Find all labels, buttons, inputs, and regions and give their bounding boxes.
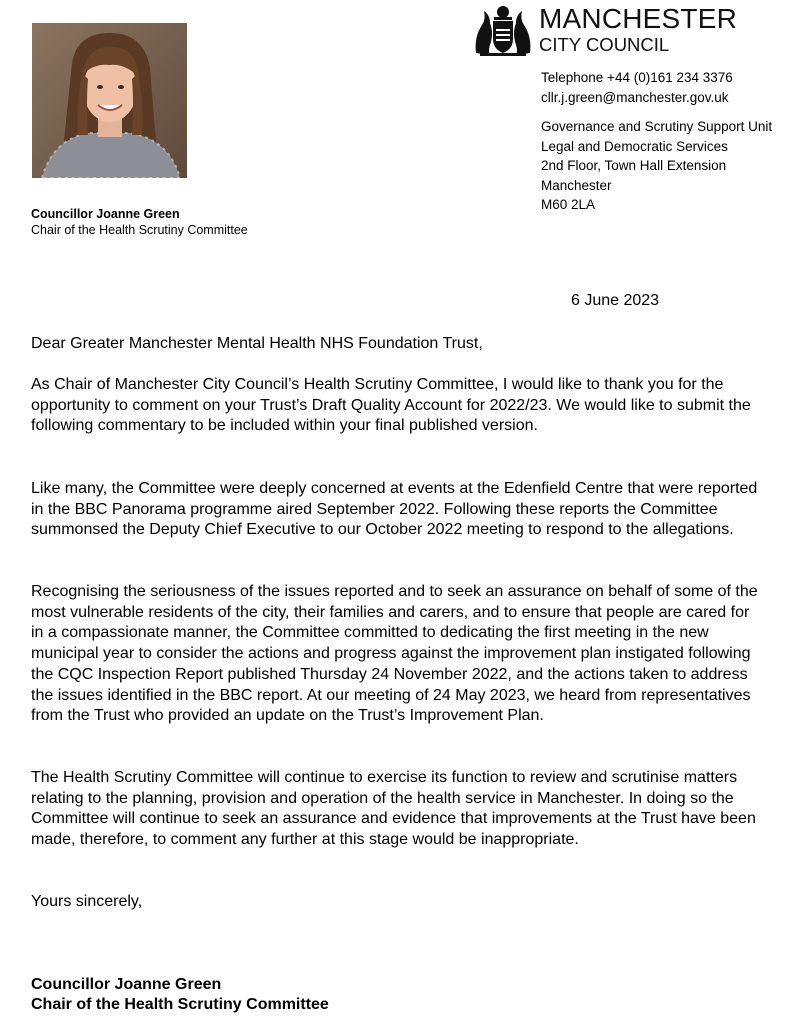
letter-paragraph [31, 375, 766, 437]
council-logo [472, 3, 742, 59]
sender-name: Councillor Joanne Green [31, 207, 180, 221]
letter-salutation [31, 334, 766, 355]
contact-email[interactable]: cllr.j.green@manchester.gov.uk [541, 89, 729, 105]
signature-role: Chair of the Health Scrutiny Committee [31, 996, 329, 1013]
letter-paragraph [31, 479, 766, 541]
coat-of-arms-icon [472, 3, 534, 57]
address-line: 2nd Floor, Town Hall Extension [541, 158, 727, 173]
letter-paragraph [31, 768, 766, 851]
letter-closing [31, 892, 766, 913]
closing-text: Yours sincerely, [31, 893, 143, 910]
salutation-text: Dear Greater Manchester Mental Health NHS Foundation Trust, [31, 335, 483, 352]
paragraph-text: As Chair of Manchester City Council’s Health Scrutiny Committee, I would like to thank you for the opportunity to comment on your Trust’s Draft Quality Account for 2022/23. We would like to submit the following commentary to be included within your final published version. [31, 376, 751, 435]
contact-telephone: Telephone +44 (0)161 234 3376 [541, 70, 733, 85]
letter-date: 6 June 2023 [571, 292, 660, 309]
paragraph-text: Recognising the seriousness of the issues reported and to seek an assurance on behalf of some of the most vulnerable residents of the city, their families and carers, and to ensure that people are cared for in a compassionate manner, the Committee committed to dedicating the first meeting in the new municipal year to consider the actions and progress against the improvement plan instigated following the CQC Inspection Report published Thursday 24 November 2022, and the actions taken to address the issues identified in the BBC report. At our meeting of 24 May 2023, we heard from representatives from the Trust who provided an update on the Trust’s Improvement Plan. [31, 583, 758, 725]
councillor-photo [32, 23, 187, 178]
logo-text-city-council: CITY COUNCIL [539, 34, 670, 55]
address-block [541, 117, 772, 215]
letter-paragraph [31, 582, 766, 727]
signature-name: Councillor Joanne Green [31, 976, 222, 993]
sender-role: Chair of the Health Scrutiny Committee [31, 223, 248, 237]
logo-text-manchester: MANCHESTER [539, 3, 738, 34]
paragraph-text: Like many, the Committee were deeply concerned at events at the Edenfield Centre that were reported in the BBC Panorama programme aired September 2022. Following these reports the Committee summonsed the Deputy Chief Executive to our October 2022 meeting to respond to the allegations. [31, 480, 758, 539]
paragraph-text: The Health Scrutiny Committee will continue to exercise its function to review and scrutinise matters relating to the planning, provision and operation of the health service in Manchester. In doing so the Committee will continue to seek an assurance and evidence that improvements at the Trust have been made, therefore, to comment any further at this stage would be inappropriate. [31, 769, 756, 849]
contact-block [541, 68, 733, 107]
address-line: Governance and Scrutiny Support Unit [541, 119, 773, 134]
address-line: M60 2LA [541, 197, 596, 212]
address-line: Legal and Democratic Services [541, 138, 728, 154]
address-line: Manchester [541, 177, 612, 193]
